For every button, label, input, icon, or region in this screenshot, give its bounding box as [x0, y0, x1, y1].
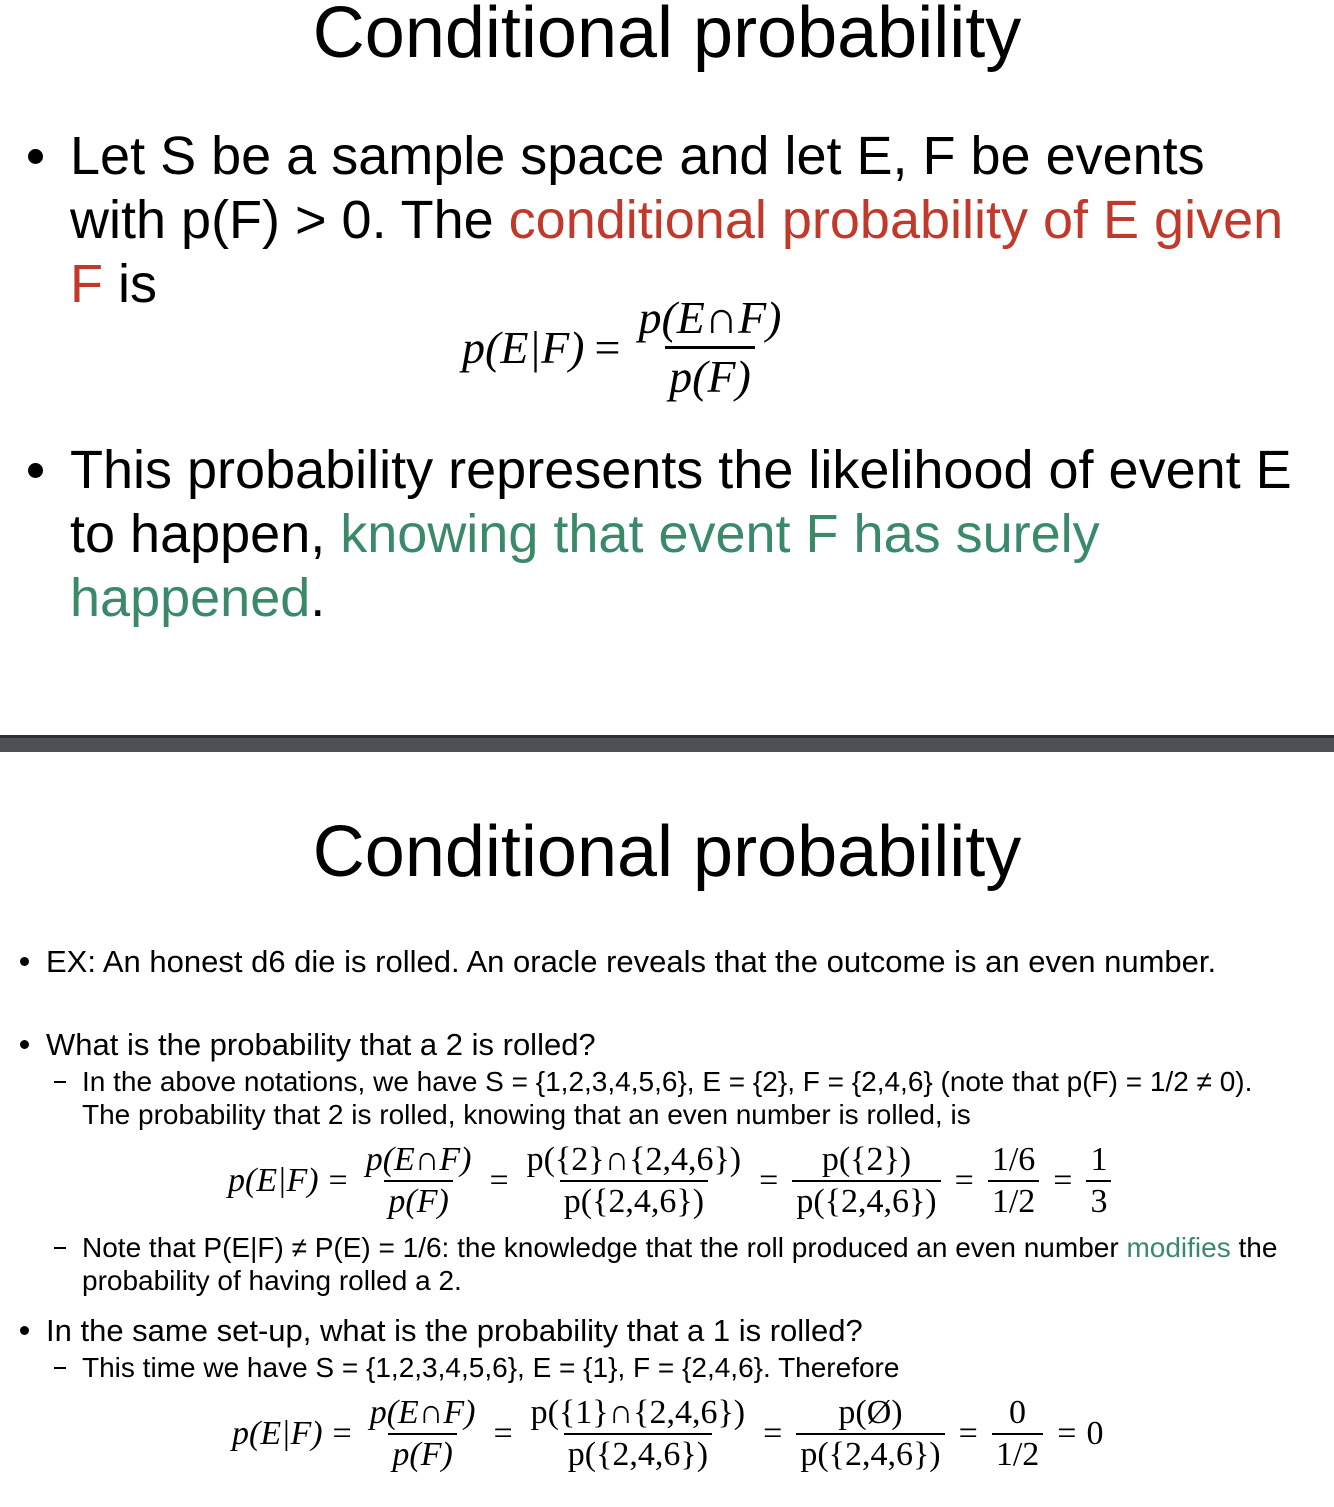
result-value: 0 — [1086, 1415, 1104, 1452]
equals-sign: = — [954, 1162, 974, 1199]
denominator: 1/2 — [992, 1433, 1043, 1475]
numerator: p(Ø) — [838, 1394, 903, 1431]
equals-sign: = — [493, 1415, 513, 1452]
fraction — [362, 1140, 476, 1222]
fraction — [992, 1393, 1043, 1475]
bullet-dot — [28, 463, 43, 478]
bullet-dot — [20, 1040, 29, 1049]
slide-1 — [0, 0, 1334, 735]
slide-title: Conditional probability — [312, 0, 1022, 73]
equals-sign: = — [763, 1415, 783, 1452]
denominator: p(F) — [384, 1180, 452, 1222]
denominator: 3 — [1086, 1180, 1111, 1222]
sub-bullet-note — [54, 1231, 1292, 1297]
bullet-dot — [20, 957, 29, 966]
formula-lhs: p(E|F) — [462, 322, 585, 373]
sub-bullet-text — [82, 1231, 1292, 1297]
numerator: p(E∩F) — [365, 1141, 472, 1178]
denominator: p({2,4,6}) — [560, 1180, 708, 1222]
denominator: p({2,4,6}) — [796, 1433, 944, 1475]
slide-title: Conditional probability — [312, 812, 1022, 892]
numerator: p({1}∩{2,4,6}) — [530, 1394, 746, 1431]
numerator: p({2}) — [821, 1141, 912, 1178]
bullet-example — [20, 943, 1286, 980]
bullet-text-part: This probability represents the likelihood of event E to happen, — [70, 440, 1292, 564]
highlight-conditional-probability: conditional probability of E given F — [70, 190, 1284, 314]
equals-sign: = — [489, 1162, 509, 1199]
equals-sign: = — [759, 1162, 779, 1199]
formula-lhs: p(E|F) — [232, 1415, 323, 1452]
denominator: p({2,4,6}) — [564, 1433, 712, 1475]
fraction — [1086, 1140, 1111, 1222]
numerator: 1/6 — [991, 1141, 1036, 1178]
equals-sign: = — [594, 322, 621, 373]
bullet-dot — [28, 149, 43, 164]
denominator: p({2,4,6}) — [792, 1180, 940, 1222]
dash-marker — [54, 1081, 66, 1083]
fraction — [523, 1140, 745, 1222]
bullet-text: In the same set-up, what is the probability that a 1 is rolled? — [46, 1313, 863, 1348]
sub-bullet-this-time — [54, 1351, 1292, 1384]
equals-sign: = — [328, 1162, 348, 1199]
formula-lhs: p(E|F) — [228, 1162, 319, 1199]
bullet-text-part: is — [103, 254, 157, 314]
bullet-text — [70, 438, 1300, 630]
sub-bullet-text: In the above notations, we have S = {1,2,3,4,5,6}, E = {2}, F = {2,4,6} (note that p(F) = 1/2 ≠ 0). The probability that 2 is rolled, knowing that an even number is rolled, is — [82, 1066, 1253, 1130]
numerator: p(E∩F) — [638, 292, 782, 343]
bullet-question-1 — [20, 1312, 1286, 1349]
numerator: p(E∩F) — [369, 1394, 476, 1431]
highlight-modifies: modifies — [1126, 1232, 1231, 1263]
dash-marker — [54, 1247, 66, 1249]
slide-divider — [0, 735, 1334, 752]
formula-example-2 — [228, 1140, 1115, 1222]
denominator: 1/2 — [988, 1180, 1039, 1222]
bullet-interpretation — [28, 438, 1300, 630]
numerator: 1 — [1090, 1141, 1108, 1178]
bullet-definition — [28, 124, 1300, 316]
equals-sign: = — [1057, 1415, 1077, 1452]
fraction — [796, 1393, 944, 1475]
highlight-knowing-f: knowing that event F has surely happened — [70, 504, 1100, 628]
bullet-dot — [20, 1326, 29, 1335]
fraction — [527, 1393, 749, 1475]
numerator: p({2}∩{2,4,6}) — [526, 1141, 742, 1178]
denominator: p(F) — [665, 346, 755, 405]
formula-example-1 — [232, 1393, 1103, 1475]
fraction — [634, 290, 785, 405]
numerator: 0 — [1009, 1394, 1027, 1431]
fraction — [792, 1140, 940, 1222]
fraction — [988, 1140, 1039, 1222]
sub-bullet-text-part: Note that P(E|F) ≠ P(E) = 1/6: the knowledge that the roll produced an even number — [82, 1232, 1127, 1263]
bullet-text-part: Let S be a sample space and let E, F be events with p(F) > 0. The — [70, 126, 1205, 250]
sub-bullet-text-part: the probability of having rolled a 2. — [82, 1232, 1278, 1296]
equals-sign: = — [1053, 1162, 1073, 1199]
equals-sign: = — [958, 1415, 978, 1452]
bullet-question-2 — [20, 1026, 1286, 1063]
bullet-text: What is the probability that a 2 is rolled? — [46, 1027, 596, 1062]
denominator: p(F) — [388, 1433, 456, 1475]
bullet-text: EX: An honest d6 die is rolled. An oracle reveals that the outcome is an even number. — [46, 944, 1217, 979]
dash-marker — [54, 1367, 66, 1369]
bullet-text — [70, 124, 1300, 316]
sub-bullet-text: This time we have S = {1,2,3,4,5,6}, E = {1}, F = {2,4,6}. Therefore — [82, 1352, 900, 1383]
formula-conditional-probability — [462, 290, 790, 405]
equals-sign: = — [332, 1415, 352, 1452]
bullet-text-part: . — [310, 568, 326, 628]
fraction — [366, 1393, 480, 1475]
sub-bullet-notations — [54, 1065, 1292, 1131]
